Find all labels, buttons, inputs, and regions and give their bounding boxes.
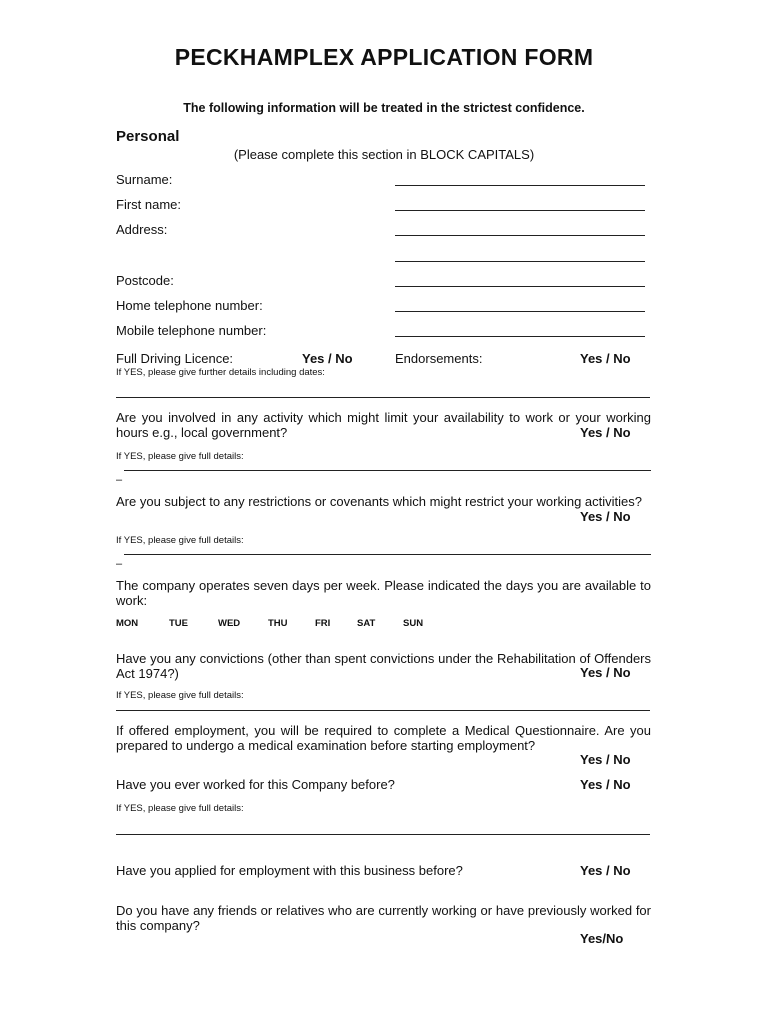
driving-licence-label: Full Driving Licence: [116,351,234,366]
postcode-label: Postcode: [116,273,174,288]
worked-before-yes-no[interactable]: Yes / No [580,777,631,792]
day-thu[interactable]: THU [268,618,288,629]
days-question: The company operates seven days per week. Please indicated the days you are available to work: [116,578,651,608]
worked-before-question: Have you ever worked for this Company before? [116,777,395,792]
address-label: Address: [116,222,168,237]
day-mon[interactable]: MON [116,618,139,629]
convictions-yes-no[interactable]: Yes / No [580,665,631,680]
endorsements-yes-no[interactable]: Yes / No [580,351,631,366]
day-sat[interactable]: SAT [357,618,376,629]
surname-field[interactable] [395,185,645,186]
convictions-question: Have you any convictions (other than spent convictions under the Rehabilitation of Offenders Act 1974?) [116,651,651,681]
activity-yes-no[interactable]: Yes / No [580,425,631,440]
mobile-phone-label: Mobile telephone number: [116,323,267,338]
mobile-phone-field[interactable] [395,336,645,337]
convictions-details-note: If YES, please give full details: [116,690,244,701]
day-tue[interactable]: TUE [169,618,188,629]
form-title: PECKHAMPLEX APPLICATION FORM [174,44,594,70]
activity-details-note: If YES, please give full details: [116,451,244,462]
applied-before-yes-no[interactable]: Yes / No [580,863,631,878]
activity-question: Are you involved in any activity which might limit your availability to work or your working hours e.g., local government? [116,410,651,440]
restrictions-question: Are you subject to any restrictions or covenants which might restrict your working activities? [116,494,642,509]
restrictions-details-note: If YES, please give full details: [116,535,244,546]
block-capitals-note: (Please complete this section in BLOCK CAPITALS) [233,147,535,162]
day-sun[interactable]: SUN [403,618,424,629]
day-wed[interactable]: WED [218,618,241,629]
convictions-details-field[interactable] [116,710,650,711]
friends-relatives-yes-no[interactable]: Yes/No [580,931,624,946]
day-fri[interactable]: FRI [315,618,331,629]
worked-before-details-note: If YES, please give full details: [116,803,244,814]
surname-label: Surname: [116,172,173,187]
restrictions-details-field[interactable] [124,554,651,555]
driving-licence-yes-no[interactable]: Yes / No [302,351,353,366]
activity-details-field[interactable] [124,470,651,471]
restrictions-yes-no[interactable]: Yes / No [580,509,631,524]
postcode-field[interactable] [395,286,645,287]
address-field-line-1[interactable] [395,235,645,236]
endorsements-label: Endorsements: [395,351,483,366]
first-name-field[interactable] [395,210,645,211]
home-phone-label: Home telephone number: [116,298,263,313]
medical-question: If offered employment, you will be required to complete a Medical Questionnaire. Are you prepared to undergo a medical examination before starting employment? [116,723,651,753]
home-phone-field[interactable] [395,311,645,312]
restrictions-trailing-dash: – [116,558,123,570]
activity-trailing-dash: – [116,474,123,486]
medical-yes-no[interactable]: Yes / No [580,752,631,767]
licence-details-note: If YES, please give further details including dates: [116,367,325,378]
first-name-label: First name: [116,197,182,212]
section-heading-personal: Personal [116,128,180,145]
confidentiality-note: The following information will be treated in the strictest confidence. [183,101,585,115]
friends-relatives-question: Do you have any friends or relatives who are currently working or have previously worked for this company? [116,903,651,933]
applied-before-question: Have you applied for employment with this business before? [116,863,463,878]
worked-before-details-field[interactable] [116,834,650,835]
licence-details-field[interactable] [116,397,650,398]
address-field-line-2[interactable] [395,261,645,262]
